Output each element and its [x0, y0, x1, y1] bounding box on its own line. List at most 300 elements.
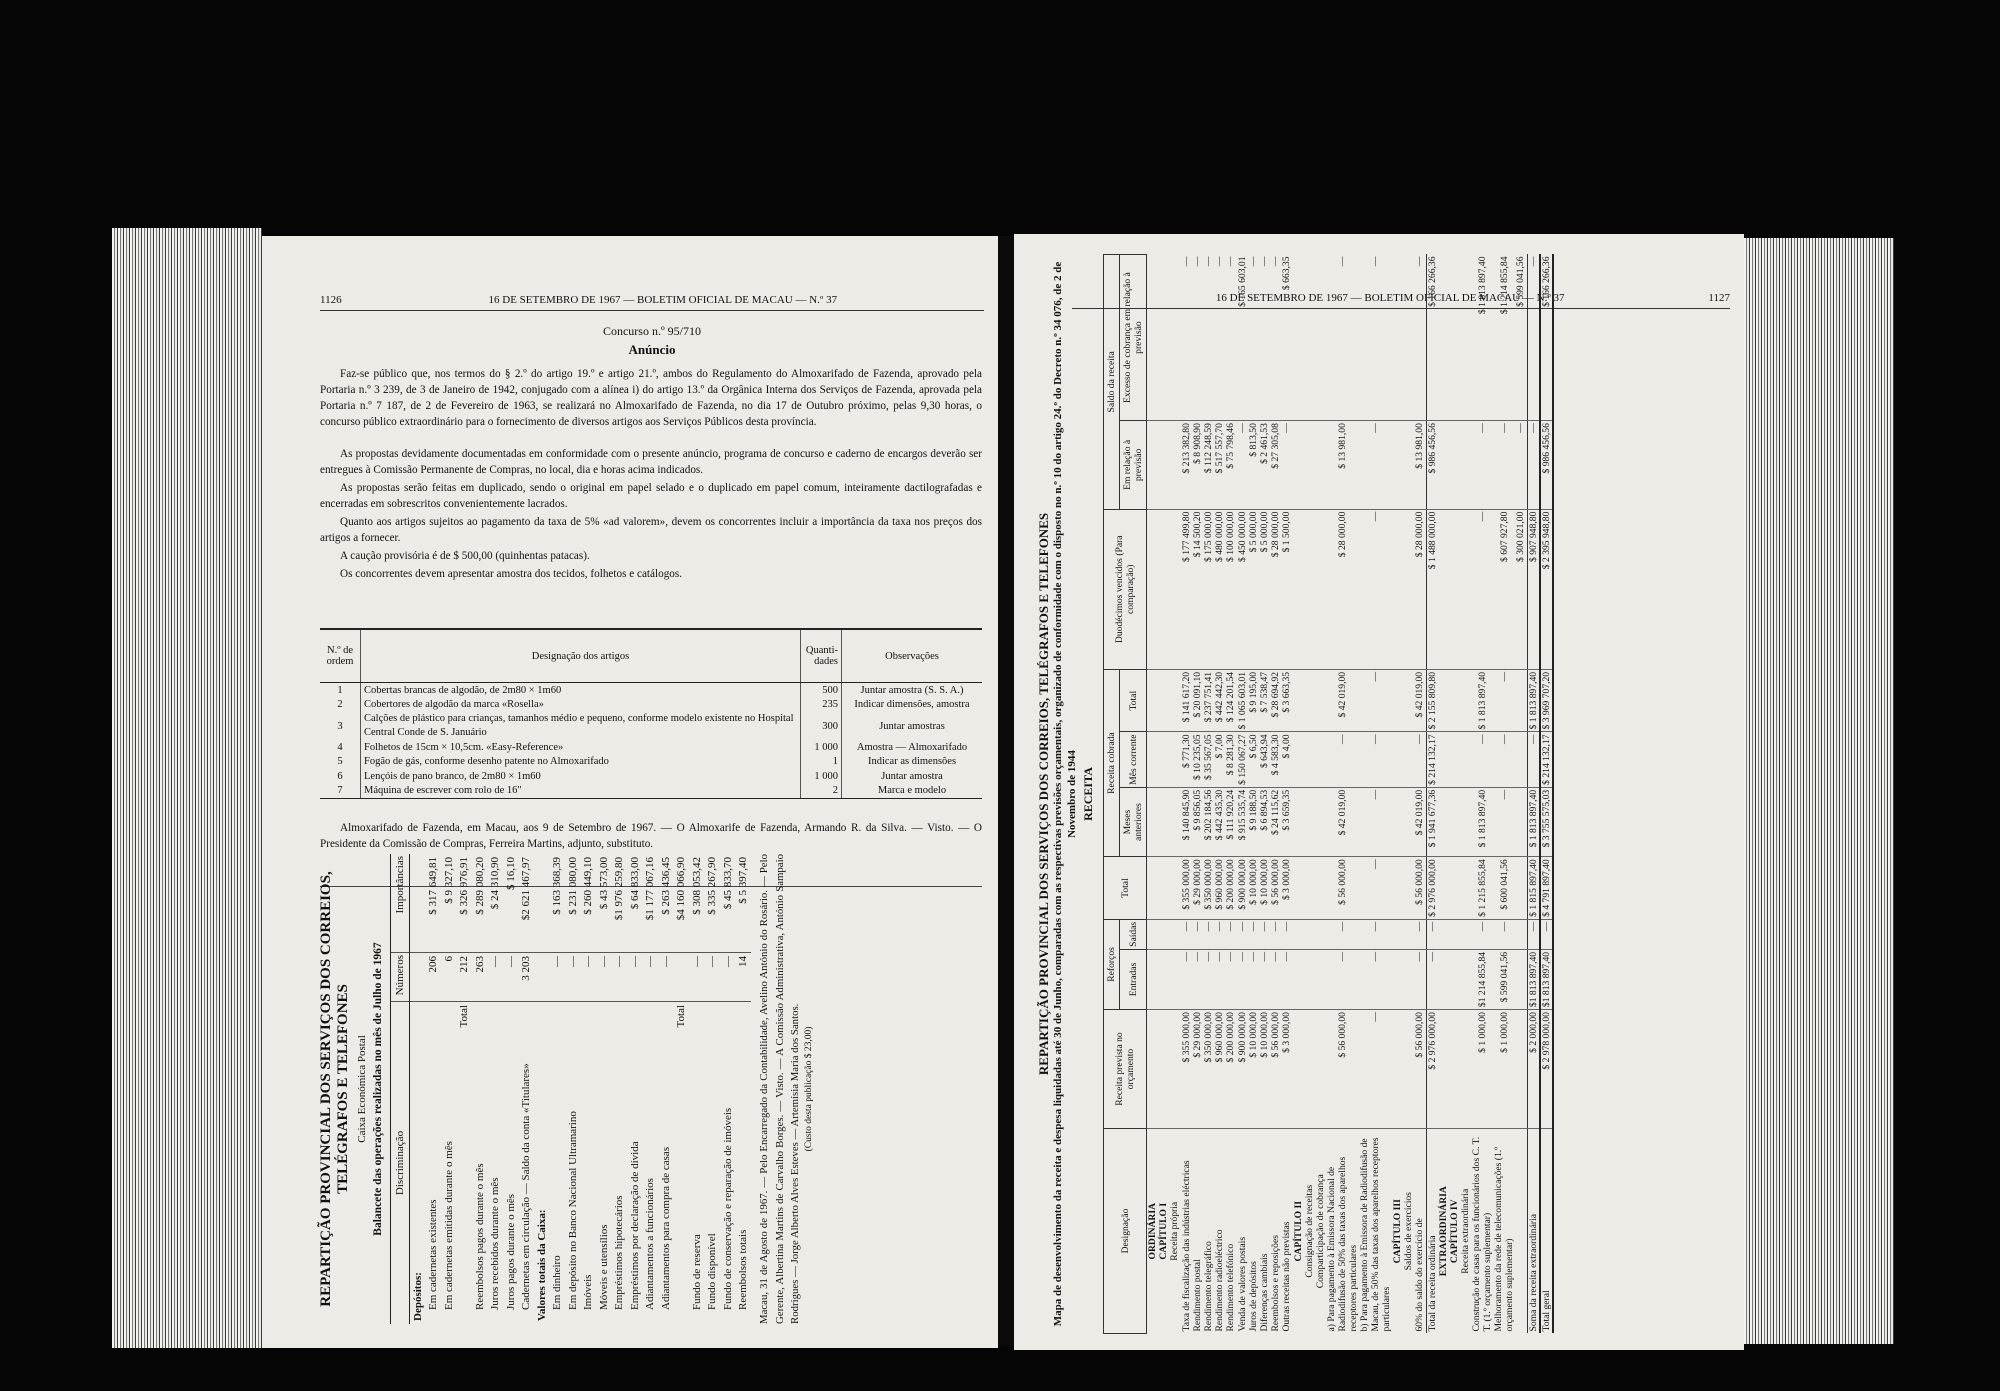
cell: $ 335 267,90 [705, 854, 721, 953]
cell [1304, 949, 1315, 1009]
cell [1147, 857, 1159, 920]
cell [1449, 857, 1460, 920]
cell: a) Para pagamento à Emissora Nacional de Radiodifusão de 50% das taxas dos aparelhos receptores particulares [1326, 1156, 1359, 1332]
cell: — [1237, 919, 1248, 949]
cell: — [1359, 421, 1392, 510]
cell: CAPÍTULO IV [1449, 1199, 1461, 1264]
cell: $ 56 000,00 [1270, 1010, 1281, 1129]
left-page-header [320, 294, 984, 311]
cell [1392, 509, 1403, 669]
cell: $ 3 755 575,03 [1540, 787, 1553, 856]
cell: $ 771,30 [1181, 732, 1192, 787]
cell [1515, 787, 1527, 856]
cell [1392, 949, 1403, 1009]
cell: — [1471, 919, 1493, 949]
table-row [457, 854, 473, 1324]
cell: 60% do saldo do exercício de [1414, 1218, 1426, 1332]
receita-block [1036, 254, 1726, 1334]
cell [1515, 919, 1527, 949]
cell: $ 3 000,00 [1281, 857, 1292, 920]
cell: $ 600 041,56 [1493, 857, 1515, 920]
cell: Total da receita ordinária [1426, 1129, 1438, 1334]
cell [1315, 509, 1326, 669]
cell [1292, 255, 1303, 421]
cell: $ 1 813 897,40 [1471, 669, 1493, 732]
cell [1392, 919, 1403, 949]
cell: Em cadernetas existentes [427, 1199, 440, 1310]
cell [1158, 1010, 1169, 1129]
cell: 2 [320, 698, 361, 713]
cell: $ 16,10 [503, 854, 519, 953]
items-table [320, 628, 982, 799]
col-mes-corrente: Mês corrente [1120, 732, 1147, 787]
cell: — [1540, 919, 1553, 949]
cell [1449, 732, 1460, 787]
cell [1438, 255, 1449, 421]
table-row [1270, 255, 1281, 1334]
cell: Soma da receita extraordinária [1527, 1129, 1540, 1334]
cell: — [488, 953, 504, 1002]
cell: — [1359, 669, 1392, 732]
cell [1304, 669, 1315, 732]
cell: Em depósito no Banco Nacional Ultramarino [566, 1111, 579, 1310]
table-row [441, 854, 457, 1324]
paragraph-6: Os concorrentes devem apresentar amostra dos tecidos, folhetos e catálogos. [340, 568, 683, 580]
cell [1315, 919, 1326, 949]
cell [1403, 669, 1414, 732]
cell [1515, 857, 1527, 920]
cell: — [1248, 255, 1259, 421]
table-row [519, 854, 535, 1324]
cell: $ 28 000,00 [1270, 509, 1281, 669]
cell: — [1192, 919, 1203, 949]
cell [1392, 857, 1403, 920]
balancete-subtitle: Caixa Económica Postal [356, 1035, 368, 1143]
cell: $ 350 000,00 [1203, 1010, 1214, 1129]
cell: — [1359, 732, 1392, 787]
cell: ORDINÁRIA [1147, 1203, 1159, 1260]
cell: — [1203, 949, 1214, 1009]
cell: Total [458, 1005, 471, 1028]
table-row [1259, 255, 1270, 1334]
cell: $ 214 132,17 [1540, 732, 1553, 787]
cell [1169, 1010, 1180, 1129]
cell: — [1181, 919, 1192, 949]
cell [1304, 732, 1315, 787]
cell: — [503, 953, 519, 1002]
table-row [320, 698, 982, 713]
col-cobrada: Receita cobrada [1104, 669, 1120, 856]
cell: $ 56 000,00 [1326, 857, 1359, 920]
cell: $ 350 000,00 [1203, 857, 1214, 920]
cell: $ 4,00 [1281, 732, 1292, 787]
cell [1169, 255, 1180, 421]
cell [1315, 255, 1326, 421]
cell [1438, 949, 1449, 1009]
cell: $ 7,00 [1214, 732, 1225, 787]
cell: — [1225, 949, 1236, 1009]
cell: $ 27 305,08 [1270, 421, 1281, 510]
cell: $ 45 833,70 [720, 854, 736, 953]
cell: — [550, 953, 566, 1002]
cell: Receita própria [1169, 1201, 1181, 1261]
cell: Móveis e utensílios [597, 1224, 610, 1310]
cell: — [1359, 1010, 1392, 1129]
cell [1304, 857, 1315, 920]
cell [1169, 949, 1180, 1009]
cell: $ 5 397,40 [736, 854, 752, 953]
table-row [550, 854, 566, 1324]
table-row [565, 854, 581, 1324]
cell [1158, 421, 1169, 510]
table-row [1225, 255, 1236, 1334]
col-designation: Designação dos artigos [361, 629, 801, 683]
cell [1304, 509, 1315, 669]
table-row [736, 854, 752, 1324]
cell: $ 3 663,35 [1281, 669, 1292, 732]
cell: Juros de depósitos [1247, 1261, 1259, 1332]
cell: Rendimento postal [1191, 1259, 1203, 1332]
cell: $ 9 856,05 [1192, 787, 1203, 856]
cell [1304, 1010, 1315, 1129]
cell: Calções de plástico para crianças, tamanhos médio e pequeno, conforme modelo existente no Hospital Central Conde de S. Januário [361, 712, 801, 740]
cell [1304, 255, 1315, 421]
cell: $ 10 000,00 [1248, 857, 1259, 920]
cell: $ 317 649,81 [426, 854, 442, 953]
cell: Reembolsos pagos durante o mês [473, 1163, 486, 1310]
cell: — [612, 953, 628, 1002]
cell: Fundo de reserva [690, 1234, 703, 1310]
cell: $ 200 000,00 [1225, 857, 1236, 920]
cell: $ 24 115,62 [1270, 787, 1281, 856]
paragraph-1: Faz-se público que, nos termos do § 2.º do artigo 19.º e artigo 21.º, ambos do Regulamento do Almoxarifado de Fazenda, aprovado pela Portaria n.º 3 239, de 3 de Janeiro de 1942, conjugado com a alínea i) do artigo 13.º da Orgânica Interna dos Serviços de Fazenda, aprovada pela Portaria n.º 7 187, de 2 de Fevereiro de 1963, se realizará no Almoxarifado de Fazenda, no dia 17 de Outubro próximo, pelas 9,30 horas, o concurso público extraordinário para o fornecimento de diversos artigos aos Serviços Públicos desta província. [320, 368, 982, 428]
cell [1392, 787, 1403, 856]
table-row [503, 854, 519, 1324]
cell: — [1281, 421, 1292, 510]
cell [1158, 509, 1169, 669]
cell: Consignação de receitas [1303, 1184, 1315, 1278]
cell: — [689, 953, 705, 1002]
cell [410, 953, 426, 1002]
cell [1169, 669, 1180, 732]
cell: $ 200 000,00 [1225, 1010, 1236, 1129]
cell: b) Para pagamento à Emissora de Radiodifusão de Macau, de 50% das taxas dos aparelhos receptores particulares [1359, 1137, 1392, 1332]
cell [1304, 919, 1315, 949]
cell [1315, 787, 1326, 856]
cell: $ 10 000,00 [1248, 1010, 1259, 1129]
cell: $ 141 617,20 [1181, 669, 1192, 732]
cell [1169, 787, 1180, 856]
cell: Empréstimos por declaração de dívida [628, 1141, 641, 1310]
table-row [320, 712, 982, 740]
cell: Rendimento telefónico [1225, 1243, 1237, 1332]
table-row [612, 854, 628, 1324]
cell [1315, 857, 1326, 920]
cell: $ 6 894,53 [1259, 787, 1270, 856]
cell [674, 953, 690, 1002]
table-row [689, 854, 705, 1324]
cell: — [565, 953, 581, 1002]
cell: — [1493, 669, 1515, 732]
cell: 5 [320, 755, 361, 770]
table-row [1438, 255, 1449, 1334]
table-row [1203, 255, 1214, 1334]
table-row [1326, 255, 1359, 1334]
cell [1158, 787, 1169, 856]
cell: $ 450 000,00 [1237, 509, 1248, 669]
cell: Outras receitas não previstas [1281, 1221, 1293, 1332]
cell: CAPÍTULO III [1392, 1199, 1404, 1264]
table-row [1540, 255, 1553, 1334]
cell [534, 854, 550, 953]
cell: — [705, 953, 721, 1002]
cell [1515, 669, 1527, 732]
cell: — [1471, 509, 1493, 669]
cell [1292, 787, 1303, 856]
cell [1315, 1010, 1326, 1129]
cell: $ 166 266,36 [1540, 255, 1553, 421]
cell: — [1326, 732, 1359, 787]
table-row [320, 683, 982, 698]
cell: Valores totais da Caixa: [535, 1209, 548, 1321]
cell: — [1214, 255, 1225, 421]
cell [1292, 1010, 1303, 1129]
cell: $ 2 395 948,80 [1540, 509, 1553, 669]
cell: $ 4 791 897,40 [1540, 857, 1553, 920]
cell: 1 [320, 683, 361, 698]
table-row [320, 784, 982, 799]
page-number: 1126 [320, 294, 342, 306]
page-number: 1127 [1708, 292, 1730, 304]
cell [1147, 732, 1159, 787]
cell [1158, 919, 1169, 949]
cell: $ 177 499,80 [1181, 509, 1192, 669]
cell: Depósitos: [411, 1272, 424, 1321]
cell [1449, 421, 1460, 510]
cell: $ 140 845,90 [1181, 787, 1192, 856]
col-duodecimos: Duodécimos vencidos (Para comparação) [1104, 509, 1147, 669]
balancete-block [318, 854, 878, 1324]
cell: Cobertas brancas de algodão, de 2m80 × 1m60 [361, 683, 801, 698]
cell: — [1471, 732, 1493, 787]
cell [1292, 509, 1303, 669]
cell: Melhoramento da rede de telecomunicações (1.º orçamento suplementar) [1493, 1146, 1516, 1332]
cell: — [1426, 919, 1438, 949]
table-row [674, 854, 690, 1324]
cell: — [1414, 255, 1426, 421]
cell: Juros recebidos durante o mês [489, 1177, 502, 1310]
cell: $ 28 000,00 [1326, 509, 1359, 669]
cell [1460, 255, 1471, 421]
cell: Em cadernetas emitidas durante o mês [442, 1141, 455, 1310]
cell: $ 28 000,00 [1414, 509, 1426, 669]
cell [1403, 421, 1414, 510]
cell: — [1326, 919, 1359, 949]
col-saldo: Saldo da receita [1104, 255, 1120, 510]
cell [1392, 1010, 1403, 1129]
cell: $ 166 266,36 [1426, 255, 1438, 421]
running-title: 16 DE SETEMBRO DE 1967 — BOLETIM OFICIAL DE MACAU — N.º 37 [1215, 292, 1565, 304]
cell: $ 1 813 897,40 [1527, 787, 1540, 856]
col-reforcos: Reforços [1104, 919, 1120, 1009]
cell: — [1359, 857, 1392, 920]
cell [1438, 1010, 1449, 1129]
cell: $ 100 000,00 [1225, 509, 1236, 669]
cell [1392, 669, 1403, 732]
cell [1304, 787, 1315, 856]
cell: $ 75 798,46 [1225, 421, 1236, 510]
cell: $1 976 259,80 [612, 854, 628, 953]
cell: — [1214, 919, 1225, 949]
cell [1169, 919, 1180, 949]
cell: $ 1 000,00 [1471, 1010, 1493, 1129]
cell [1158, 255, 1169, 421]
cell [1169, 509, 1180, 669]
cell: 1 [801, 755, 842, 770]
cell: $ 3 659,35 [1281, 787, 1292, 856]
cell: Construção de casas para os funcionários dos C. T. T. (1.º orçamento suplementar) [1471, 1136, 1494, 1332]
table-row [1181, 255, 1192, 1334]
cell: $ 355 000,00 [1181, 857, 1192, 920]
cell: Venda de valores postais [1236, 1236, 1248, 1332]
cell: $ 3 969 707,20 [1540, 669, 1553, 732]
cell: 1 000 [801, 740, 842, 755]
cell: — [1515, 421, 1527, 510]
cell [1158, 857, 1169, 920]
cell [1292, 669, 1303, 732]
paragraph-4: Quanto aos artigos sujeitos ao pagamento da taxa de 5% «ad valorem», devem os concorrentes incluir a importância da taxa nos preços dos artigos a fornecer. [320, 516, 982, 544]
cell: $ 900 000,00 [1237, 1010, 1248, 1129]
cell [1158, 732, 1169, 787]
cell [1315, 669, 1326, 732]
cell: $ 10 000,00 [1259, 857, 1270, 920]
cell [1147, 1010, 1159, 1129]
cell: Juntar amostra [881, 770, 943, 782]
cell [1438, 732, 1449, 787]
cell: Rendimento telegráfico [1203, 1241, 1215, 1332]
cell: $ 7 538,47 [1259, 669, 1270, 732]
cell: — [1527, 732, 1540, 787]
cell: — [1359, 949, 1392, 1009]
cell [1315, 421, 1326, 510]
cell: $ 64 833,00 [627, 854, 643, 953]
cell: $ 1 065 603,01 [1237, 669, 1248, 732]
cell: — [658, 953, 674, 1002]
cell: EXTRAORDINÁRIA [1437, 1186, 1449, 1277]
cell: $ 599 041,56 [1493, 949, 1515, 1009]
cell: $ 442 435,30 [1214, 787, 1225, 856]
table-row [1158, 255, 1169, 1334]
cell: — [1281, 949, 1292, 1009]
cell [1392, 732, 1403, 787]
cell: $ 260 449,10 [581, 854, 597, 953]
cell: $ 2 000,00 [1527, 1010, 1540, 1129]
cell: $ 480 000,00 [1214, 509, 1225, 669]
cell: — [1270, 949, 1281, 1009]
cell: 206 [426, 953, 442, 1002]
cell [1449, 787, 1460, 856]
cell: $ 35 567,05 [1203, 732, 1214, 787]
table-row [1359, 255, 1392, 1334]
cell [1449, 1010, 1460, 1129]
cell [1158, 669, 1169, 732]
cell: $ 56 000,00 [1414, 1010, 1426, 1129]
cell [1147, 509, 1159, 669]
cell: — [1359, 509, 1392, 669]
cell: — [1237, 949, 1248, 1009]
cell: — [1192, 255, 1203, 421]
col-order: N.º de ordem [320, 629, 361, 683]
table-row [1403, 255, 1414, 1334]
cell: Em dinheiro [551, 1255, 564, 1310]
cell [1292, 949, 1303, 1009]
table-row [488, 854, 504, 1324]
table-row [1426, 255, 1438, 1334]
cell: $ 175 000,00 [1203, 509, 1214, 669]
cell: $ 20 091,10 [1192, 669, 1203, 732]
cell: $ 9 188,50 [1248, 787, 1259, 856]
cell [1169, 732, 1180, 787]
col-entradas: Entradas [1120, 949, 1147, 1009]
cell: $ 13 981,00 [1326, 421, 1359, 510]
cell: — [1414, 949, 1426, 1009]
cell: $ 1 815 897,40 [1527, 857, 1540, 920]
cell [1438, 787, 1449, 856]
cell: $ 643,94 [1259, 732, 1270, 787]
book-spine [998, 236, 1014, 1346]
cell: — [1527, 255, 1540, 421]
cell: Receita extraordinária [1460, 1188, 1472, 1274]
cell [1438, 919, 1449, 949]
signature-paragraph: Almoxarifado de Fazenda, em Macau, aos 9 de Setembro de 1967. — O Almoxarife de Fazenda, Armando R. da Silva. — Visto. — O Presidente da Comissão de Compras, Ferreira Martins, adjunto, substituto. [320, 822, 982, 850]
table-row [1471, 255, 1493, 1334]
cell: Taxa de fiscalização das indústrias eléctricas [1180, 1160, 1192, 1332]
balancete-table [390, 854, 751, 1324]
cell: CAPÍTULO I [1158, 1202, 1170, 1260]
cell [1449, 669, 1460, 732]
cell: $ 14 500,20 [1192, 509, 1203, 669]
cell: $ 42 019,00 [1326, 787, 1359, 856]
cell [1449, 255, 1460, 421]
cell: $ 56 000,00 [1326, 1010, 1359, 1129]
cell [1315, 949, 1326, 1009]
concurso-title: Concurso n.º 95/710 [602, 324, 702, 338]
cell: — [643, 953, 659, 1002]
cell: $ 13 981,00 [1414, 421, 1426, 510]
cell [1460, 787, 1471, 856]
cell: Empréstimos hipotecários [613, 1195, 626, 1310]
cell: — [596, 953, 612, 1002]
cell: $ 24 310,90 [488, 854, 504, 953]
cell: $ 1 941 677,36 [1426, 787, 1438, 856]
cell: — [720, 953, 736, 1002]
col-importancias: Importâncias [391, 854, 410, 953]
col-discriminacao: Discriminação [391, 1002, 410, 1325]
table-row [643, 854, 659, 1324]
cell: $ 663,35 [1281, 255, 1292, 421]
cell: Folhetos de 15cm × 10,5cm. «Easy-Reference» [361, 740, 801, 755]
cell: $ 813,50 [1248, 421, 1259, 510]
cell [1392, 255, 1403, 421]
cell [1460, 669, 1471, 732]
table-row [596, 854, 612, 1324]
cell [410, 854, 426, 953]
cell: $ 1 813 897,40 [1527, 669, 1540, 732]
table-row [581, 854, 597, 1324]
cell: Reembolsos e reposições [1270, 1235, 1282, 1332]
cell [1292, 421, 1303, 510]
cell: $ 289 080,20 [472, 854, 488, 953]
